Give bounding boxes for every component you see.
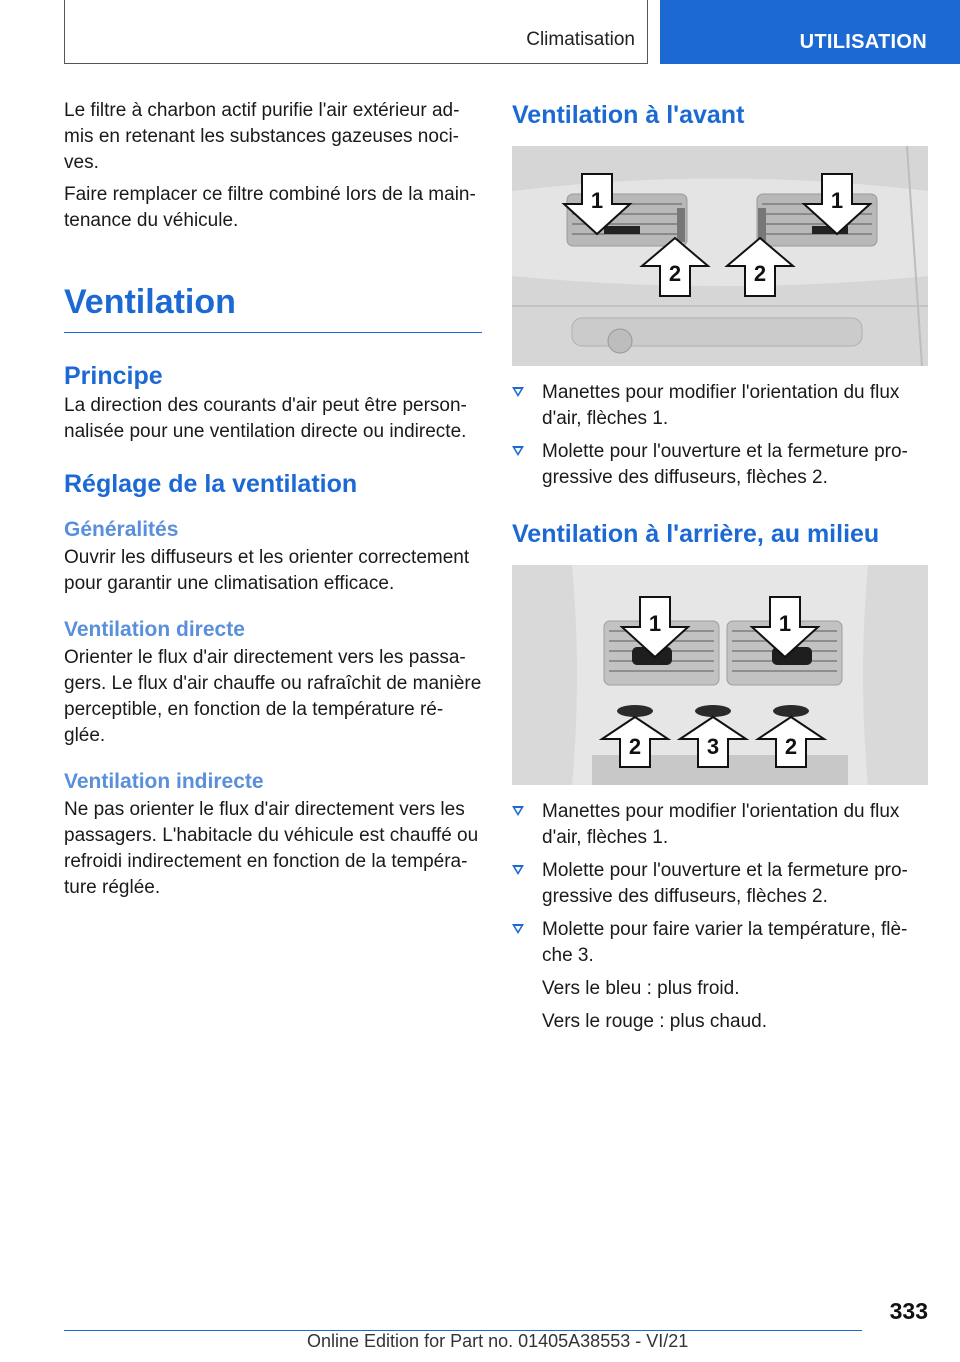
rear-arrow-label: 1	[778, 611, 792, 636]
rear-arrow-label: 2	[784, 734, 798, 759]
intro-paragraph-2: Faire remplacer ce filtre combiné lors de la main-tenance du véhicule.	[64, 184, 476, 231]
reglage-heading: Réglage de la ventilation	[64, 470, 358, 498]
bullet-triangle-icon	[512, 806, 524, 816]
front-arrow-label: 1	[590, 188, 604, 213]
bullet-triangle-icon	[512, 446, 524, 456]
generalites-heading: Généralités	[64, 518, 179, 541]
rear-vents-figure	[512, 565, 928, 785]
front-arrow-label: 1	[830, 188, 844, 213]
header-section-title: Climatisation	[526, 29, 635, 50]
rear-ventilation-heading: Ventilation à l'arrière, au milieu	[512, 520, 880, 548]
front-arrow-label: 2	[668, 261, 682, 286]
list-item: Molette pour l'ouverture et la fermeture pro-gressive des diffuseurs, flèches 2.	[512, 439, 928, 491]
warm-direction-note: Vers le rouge : plus chaud.	[542, 1011, 767, 1032]
list-item: Molette pour l'ouverture et la fermeture pro-gressive des diffuseurs, flèches 2.	[512, 858, 928, 910]
bullet-triangle-icon	[512, 924, 524, 934]
list-item: Molette pour faire varier la température, flè-che 3. Vers le bleu : plus froid. Vers le rouge : plus chaud.	[512, 917, 928, 1035]
rear-bullet-list	[512, 799, 928, 1035]
rear-arrow-label: 2	[628, 734, 642, 759]
intro-paragraph-1: Le filtre à charbon actif purifie l'air extérieur ad-mis en retenant les substances gazeuses noci-ves.	[64, 100, 460, 173]
rear-arrow-label: 3	[706, 734, 720, 759]
principe-heading: Principe	[64, 362, 163, 390]
front-bullet-list	[512, 380, 928, 491]
cold-direction-note: Vers le bleu : plus froid.	[542, 978, 740, 999]
indirecte-heading: Ventilation indirecte	[64, 770, 264, 793]
header-section-box	[64, 0, 648, 64]
list-item: Manettes pour modifier l'orientation du flux d'air, flèches 1.	[512, 799, 928, 851]
page-number: 333	[889, 1298, 928, 1324]
front-ventilation-heading: Ventilation à l'avant	[512, 101, 745, 129]
left-column	[64, 98, 482, 901]
principe-text: La direction des courants d'air peut être person-nalisée pour une ventilation directe ou indirecte.	[64, 395, 467, 442]
front-vents-figure	[512, 146, 928, 366]
footer-edition: Online Edition for Part no. 01405A38553 - VI/21	[307, 1331, 689, 1351]
generalites-text: Ouvrir les diffuseurs et les orienter correctement pour garantir une climatisation efficace.	[64, 547, 470, 594]
directe-text: Orienter le flux d'air directement vers les passa-gers. Le flux d'air chauffe ou rafraîchit de manière perceptible, en fonction de la température ré-glée.	[64, 647, 482, 746]
bullet-triangle-icon	[512, 865, 524, 875]
right-column	[512, 98, 928, 1042]
indirecte-text: Ne pas orienter le flux d'air directement vers les passagers. L'habitacle du véhicule est chauffé ou refroidi indirectement en fonction de la tempéra-ture réglée.	[64, 799, 479, 898]
list-item: Manettes pour modifier l'orientation du flux d'air, flèches 1.	[512, 380, 928, 432]
header-chapter-label: UTILISATION	[799, 31, 927, 53]
chapter-title: Ventilation	[64, 280, 482, 333]
rear-arrow-label: 1	[648, 611, 662, 636]
front-arrow-label: 2	[753, 261, 767, 286]
directe-heading: Ventilation directe	[64, 618, 245, 641]
bullet-triangle-icon	[512, 387, 524, 397]
header-chapter-tab[interactable]	[660, 0, 960, 64]
